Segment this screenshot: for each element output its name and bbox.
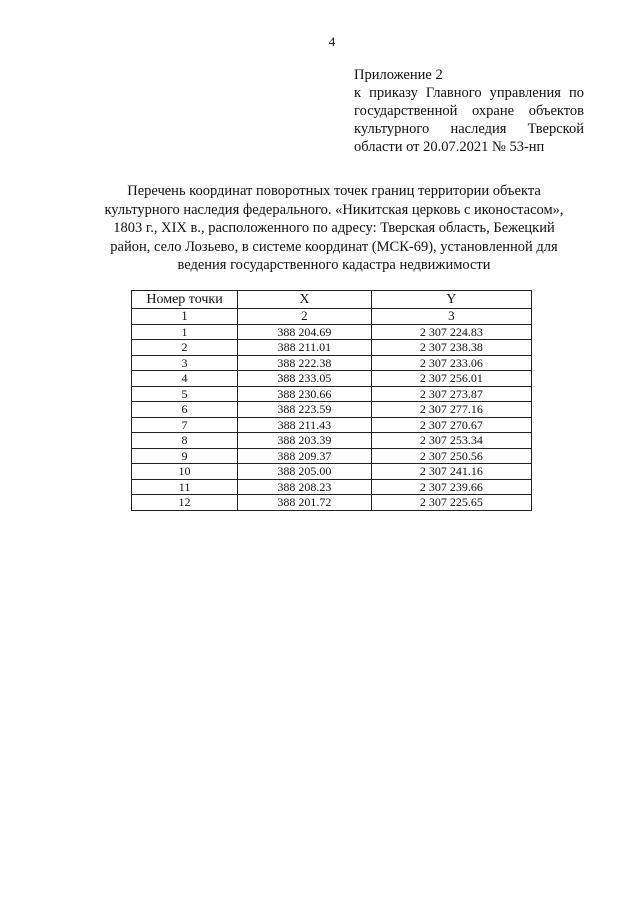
x-coordinate-cell: 388 223.59 [238, 402, 372, 418]
table-row [132, 402, 532, 418]
x-coordinate-cell: 388 222.38 [238, 355, 372, 371]
column-index-row [132, 309, 532, 325]
table-row [132, 386, 532, 402]
title-line: Перечень координат поворотных точек границ территории объекта [127, 183, 541, 199]
point-number-cell: 2 [132, 340, 238, 356]
page-number: 4 [328, 34, 336, 49]
y-coordinate-cell: 2 307 233.06 [371, 355, 531, 371]
y-coordinate-cell: 2 307 250.56 [371, 448, 531, 464]
point-number-cell: 6 [132, 402, 238, 418]
title-line: район, село Лозьево, в системе координат (МСК-69), установленной для [110, 238, 558, 255]
appendix-title: Приложение 2 [354, 67, 443, 83]
x-coordinate-cell: 388 204.69 [238, 324, 372, 340]
y-coordinate-cell: 2 307 273.87 [371, 386, 531, 402]
point-number-cell: 1 [132, 324, 238, 340]
y-coordinate-cell: 2 307 253.34 [371, 433, 531, 449]
document-title [78, 182, 590, 275]
table-row [132, 495, 532, 511]
table-row [132, 417, 532, 433]
appendix-line: культурного наследия Тверской [354, 121, 584, 137]
table-row [132, 340, 532, 356]
column-index-cell: 2 [238, 309, 372, 325]
y-coordinate-cell: 2 307 270.67 [371, 417, 531, 433]
point-number-cell: 7 [132, 417, 238, 433]
point-number-cell: 9 [132, 448, 238, 464]
coordinates-table [131, 290, 532, 511]
appendix-block [354, 66, 584, 156]
title-line: культурного наследия федерального. «Никитская церковь с иконостасом», [104, 201, 564, 218]
table-row [132, 433, 532, 449]
table-row [132, 355, 532, 371]
x-coordinate-cell: 388 230.66 [238, 386, 372, 402]
header-point-number: Номер точки [132, 291, 238, 309]
x-coordinate-cell: 388 205.00 [238, 464, 372, 480]
table-header-row [132, 291, 532, 309]
table-row [132, 479, 532, 495]
y-coordinate-cell: 2 307 238.38 [371, 340, 531, 356]
y-coordinate-cell: 2 307 224.83 [371, 324, 531, 340]
point-number-cell: 11 [132, 479, 238, 495]
point-number-cell: 10 [132, 464, 238, 480]
header-y: Y [371, 291, 531, 309]
y-coordinate-cell: 2 307 277.16 [371, 402, 531, 418]
title-line: 1803 г., XIX в., расположенного по адресу: Тверская область, Бежецкий [113, 220, 555, 236]
x-coordinate-cell: 388 211.01 [238, 340, 372, 356]
x-coordinate-cell: 388 208.23 [238, 479, 372, 495]
x-coordinate-cell: 388 203.39 [238, 433, 372, 449]
x-coordinate-cell: 388 211.43 [238, 417, 372, 433]
table-row [132, 324, 532, 340]
x-coordinate-cell: 388 233.05 [238, 371, 372, 387]
point-number-cell: 8 [132, 433, 238, 449]
point-number-cell: 12 [132, 495, 238, 511]
column-index-cell: 1 [132, 309, 238, 325]
point-number-cell: 4 [132, 371, 238, 387]
column-index-cell: 3 [371, 309, 531, 325]
y-coordinate-cell: 2 307 256.01 [371, 371, 531, 387]
y-coordinate-cell: 2 307 239.66 [371, 479, 531, 495]
x-coordinate-cell: 388 209.37 [238, 448, 372, 464]
appendix-line: к приказу Главного управления по [354, 85, 584, 101]
x-coordinate-cell: 388 201.72 [238, 495, 372, 511]
title-line: ведения государственного кадастра недвижимости [177, 257, 491, 273]
y-coordinate-cell: 2 307 241.16 [371, 464, 531, 480]
point-number-cell: 5 [132, 386, 238, 402]
point-number-cell: 3 [132, 355, 238, 371]
y-coordinate-cell: 2 307 225.65 [371, 495, 531, 511]
table-row [132, 371, 532, 387]
header-x: X [238, 291, 372, 309]
appendix-line: государственной охране объектов [354, 103, 584, 119]
table-row [132, 448, 532, 464]
appendix-line: области от 20.07.2021 № 53-нп [354, 139, 545, 155]
table-row [132, 464, 532, 480]
